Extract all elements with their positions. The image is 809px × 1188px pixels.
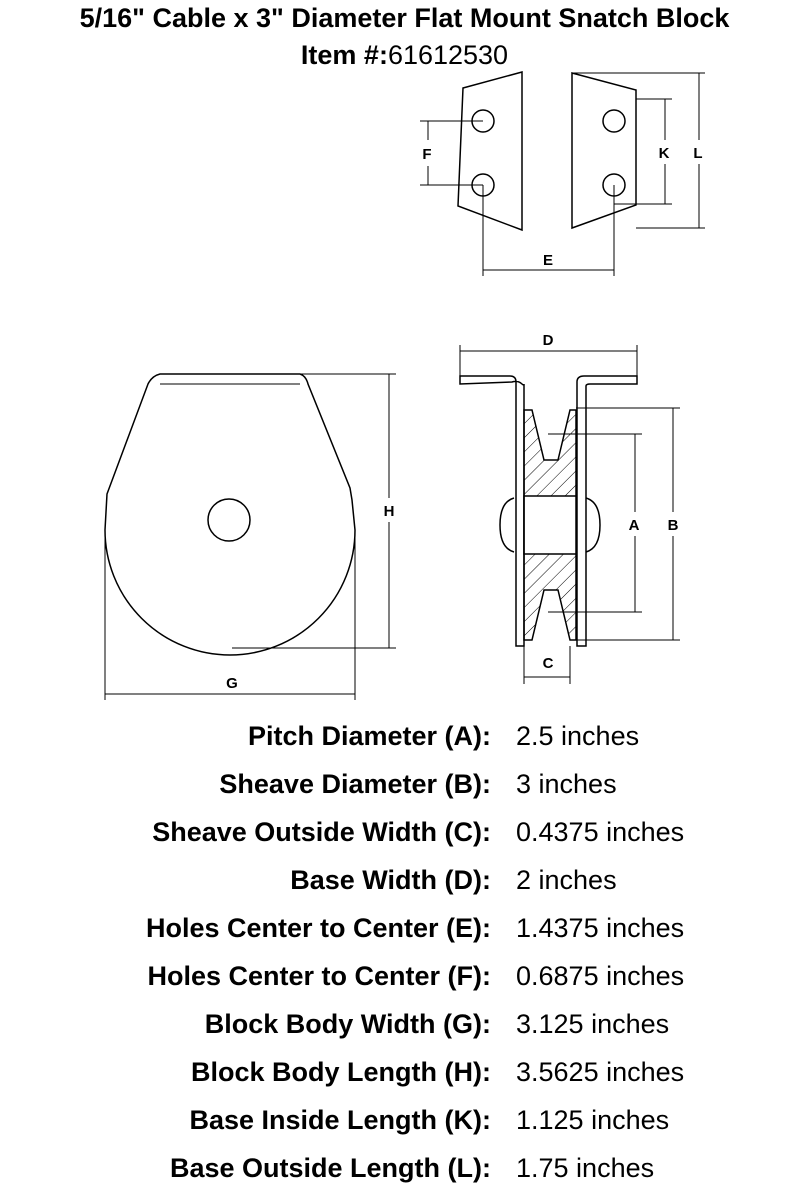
spec-label: Sheave Outside Width (C): [152, 817, 491, 847]
sheave-side-view [460, 376, 637, 650]
spec-value: 3.125 inches [516, 1009, 670, 1039]
spec-value: 2.5 inches [516, 721, 640, 751]
label-a: A [628, 517, 640, 534]
spec-label: Block Body Length (H): [191, 1057, 491, 1087]
spec-label: Holes Center to Center (E): [145, 913, 491, 943]
base-plate-left [458, 72, 522, 230]
title-line-1: 5/16" Cable x 3" Diameter Flat Mount Snatch Block [79, 3, 730, 33]
spec-value: 2 inches [516, 865, 617, 895]
item-number: 61612530 [387, 40, 509, 70]
spec-row-sheave-diameter [0, 764, 809, 804]
label-c: C [542, 655, 554, 672]
label-b: B [667, 517, 679, 534]
item-label: Item #: [300, 40, 388, 70]
axle-hole [208, 499, 250, 541]
spec-value: 3 inches [516, 769, 617, 799]
axle-nut-left [500, 498, 514, 552]
spec-value: 1.4375 inches [516, 913, 685, 943]
block-body-outline [105, 374, 355, 655]
spec-row-holes-center-f [0, 956, 809, 996]
dimension-d [460, 345, 637, 376]
spec-label: Block Body Width (G): [204, 1009, 491, 1039]
label-e: E [542, 252, 554, 269]
spec-label: Base Width (D): [290, 865, 491, 895]
label-f: F [422, 146, 432, 163]
spec-value: 0.6875 inches [516, 961, 685, 991]
dimension-l [572, 73, 705, 228]
label-l: L [693, 145, 703, 162]
spec-value: 3.5625 inches [516, 1057, 685, 1087]
spec-value: 1.125 inches [516, 1105, 670, 1135]
base-plate-right [572, 73, 636, 228]
base-plate-top-view [458, 72, 636, 230]
spec-row-sheave-outside-width [0, 812, 809, 852]
spec-row-holes-center-e [0, 908, 809, 948]
label-h: H [383, 503, 395, 520]
spec-row-block-body-width [0, 1004, 809, 1044]
spec-label: Holes Center to Center (F): [147, 961, 491, 991]
axle-bushing [524, 496, 576, 554]
label-d: D [542, 332, 554, 349]
spec-row-block-body-length [0, 1052, 809, 1092]
spec-label: Pitch Diameter (A): [247, 721, 491, 751]
spec-row-base-width [0, 860, 809, 900]
spec-value: 0.4375 inches [516, 817, 685, 847]
axle-nut-right [586, 498, 600, 552]
mount-hole-right-upper [603, 110, 625, 132]
spec-label: Sheave Diameter (B): [219, 769, 491, 799]
label-k: K [658, 145, 670, 162]
spec-label: Base Inside Length (K): [189, 1105, 491, 1135]
spec-label: Base Outside Length (L): [169, 1153, 491, 1183]
bracket-right [577, 376, 637, 646]
label-g: G [226, 675, 238, 692]
block-body-front-view [105, 374, 355, 655]
bracket-left [460, 376, 524, 646]
spec-value: 1.75 inches [516, 1153, 655, 1183]
spec-row-base-outside-length [0, 1148, 809, 1188]
dimension-h [232, 374, 396, 648]
spec-row-base-inside-length [0, 1100, 809, 1140]
spec-row-pitch-diameter [0, 716, 809, 756]
